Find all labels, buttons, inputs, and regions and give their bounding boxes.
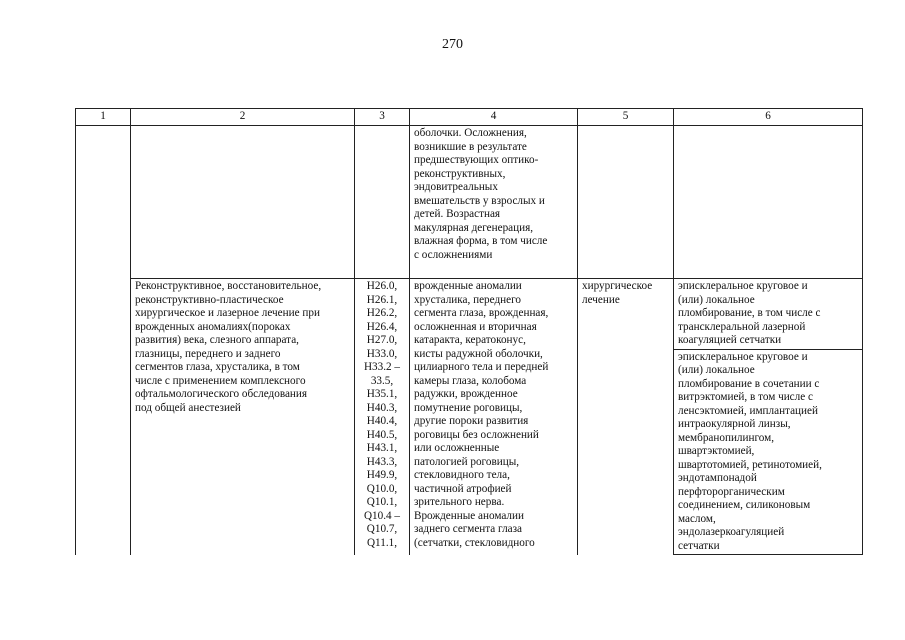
cell-col4-continuation: оболочки. Осложнения, возникшие в результате предшествующих оптико- реконструктивных, эндовитреальных вмешательств у взрослых и детей. Возрастная макулярная дегенерация, влажная форма, в том числе с осложнениями (410, 126, 578, 279)
page-number: 270 (442, 37, 463, 52)
table-header-row (76, 109, 863, 126)
cell-col6-treatment-method-b: эписклеральное круговое и (или) локальное пломбирование в сочетании с витрэктомией, в том числе с ленсэктомией, имплантацией интраокулярной линзы, мембранопилингом, швартэктомией, швартотомией, ретинотомией, эндотампонадой перфторорганическим соединением, силиконовым маслом, эндолазеркоагуляцией сетчатки (674, 349, 863, 555)
cell-col2-continuation (131, 126, 355, 279)
column-header-5: 5 (578, 109, 674, 126)
cell-col5-continuation (578, 126, 674, 279)
document-table (75, 108, 863, 555)
column-header-2: 2 (131, 109, 355, 126)
table-row-continuation (76, 126, 863, 279)
cell-col6-treatment-method-a: эписклеральное круговое и (или) локальное пломбирование, в том числе с трансклеральной лазерной коагуляцией сетчатки (674, 279, 863, 350)
cell-col4-diagnosis: врожденные аномалии хрусталика, переднего сегмента глаза, врожденная, осложненная и вторичная катаракта, кератоконус, кисты радужной оболочки, цилиарного тела и передней камеры глаза, колобома радужки, врожденное помутнение роговицы, другие пороки развития роговицы без осложнений или осложненные патологией роговицы, стекловидного тела, частичной атрофией зрительного нерва. Врожденные аномалии заднего сегмента глаза (сетчатки, стекловидного (410, 279, 578, 555)
cell-col1-continuation (76, 126, 131, 555)
table-row-main (76, 279, 863, 350)
column-header-1: 1 (76, 109, 131, 126)
column-header-3: 3 (355, 109, 410, 126)
cell-col3-continuation (355, 126, 410, 279)
column-header-4: 4 (410, 109, 578, 126)
cell-col5-treatment-type: хирургическое лечение (578, 279, 674, 555)
cell-col3-codes: H26.0, H26.1, H26.2, H26.4, H27.0, H33.0, H33.2 – 33.5, H35.1, H40.3, H40.4, H40.5, H43.1, H43.3, H49.9, Q10.0, Q10.1, Q10.4 – Q10.7, Q11.1, (355, 279, 410, 555)
column-header-6: 6 (674, 109, 863, 126)
cell-col2-method: Реконструктивное, восстановительное, реконструктивно-пластическое хирургическое и лазерное лечение при врожденных аномалиях(пороках развития) века, слезного аппарата, глазницы, переднего и заднего сегментов глаза, хрусталика, в том числе с применением комплексного офтальмологического обследования под общей анестезией (131, 279, 355, 555)
cell-col6-continuation (674, 126, 863, 279)
